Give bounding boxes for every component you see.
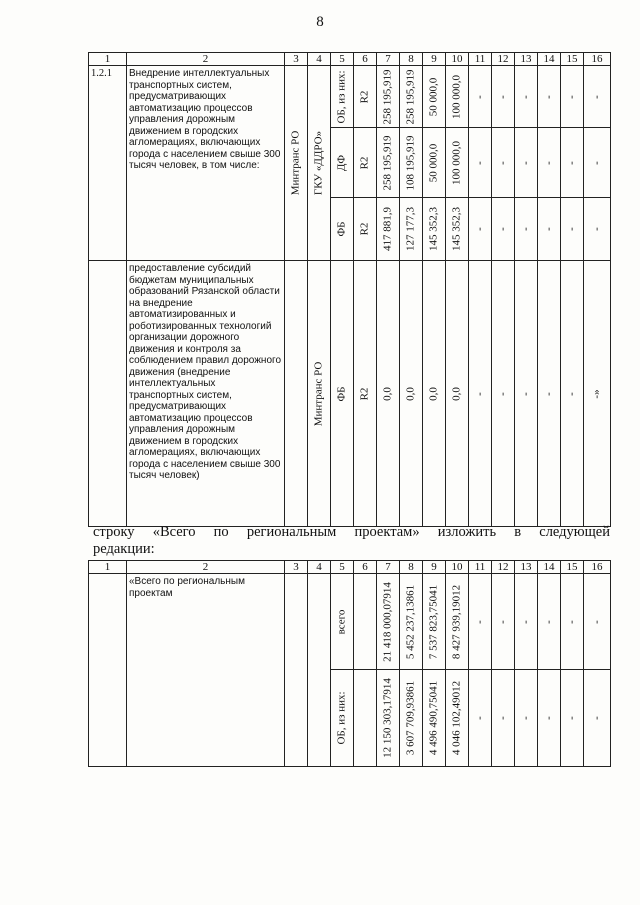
col-header: 14 (538, 561, 561, 574)
value-cell: - (561, 66, 584, 128)
value-cell: 0,0 (446, 261, 469, 527)
value-cell: 12 150 303,17914 (377, 670, 400, 767)
col-header: 1 (89, 561, 127, 574)
value-cell: 100 000,0 (446, 128, 469, 198)
value-cell: - (492, 261, 515, 527)
value-cell: 258 195,919 (377, 66, 400, 128)
source-cell: ФБ (331, 198, 354, 261)
value-cell: 100 000,0 (446, 66, 469, 128)
source-cell: всего (331, 574, 354, 670)
value-cell: - (469, 261, 492, 527)
value-cell: - (515, 261, 538, 527)
source-cell: ОБ, из них: (331, 670, 354, 767)
col-header: 10 (446, 53, 469, 66)
value-cell: - (469, 198, 492, 261)
value-cell: - (492, 670, 515, 767)
value-cell: 8 427 939,19012 (446, 574, 469, 670)
col-header: 4 (308, 561, 331, 574)
code-cell (354, 574, 377, 670)
value-cell: - (492, 198, 515, 261)
col-header: 2 (127, 53, 285, 66)
participant-cell: Минтранс РО (308, 261, 331, 527)
value-cell: 0,0 (377, 261, 400, 527)
col-header: 15 (561, 561, 584, 574)
row-title: предоставление субсидий бюджетам муниципальных образований Рязанской области на внедрение автоматизированных и роботизированных технологий организации дорожного движения и контроля за соблюдением правил дорожного движения (внедрение интеллектуальных транспортных систем, предусматривающих автоматизацию процессов управления дорожным движением в городских агломерациях, включающих города с населением свыше 300 тысяч человек) (127, 261, 285, 527)
value-cell: - (469, 574, 492, 670)
col-header: 7 (377, 53, 400, 66)
value-cell: 0,0 (400, 261, 423, 527)
source-cell: ФБ (331, 261, 354, 527)
col-header: 8 (400, 53, 423, 66)
value-cell: 4 046 102,49012 (446, 670, 469, 767)
col-header: 11 (469, 561, 492, 574)
executor-cell (285, 574, 308, 767)
col-header: 5 (331, 53, 354, 66)
value-cell: - (515, 66, 538, 128)
col-header: 8 (400, 561, 423, 574)
value-cell: - (492, 66, 515, 128)
code-cell (354, 670, 377, 767)
value-cell: - (584, 66, 611, 128)
code-cell: R2 (354, 198, 377, 261)
value-cell: - (538, 574, 561, 670)
value-cell: - (561, 198, 584, 261)
col-header: 15 (561, 53, 584, 66)
value-cell: - (492, 574, 515, 670)
col-header: 3 (285, 561, 308, 574)
col-header: 6 (354, 561, 377, 574)
value-cell: 7 537 823,75041 (423, 574, 446, 670)
value-cell: - (515, 128, 538, 198)
page-number: 8 (316, 14, 324, 30)
col-header: 6 (354, 53, 377, 66)
col-header: 14 (538, 53, 561, 66)
header-row (89, 53, 611, 66)
value-cell: - (584, 198, 611, 261)
col-header: 13 (515, 53, 538, 66)
paragraph-line-1: строку «Всего по региональным проектам» изложить в следующей (93, 524, 610, 540)
value-cell: - (515, 670, 538, 767)
col-header: 9 (423, 561, 446, 574)
row-code (89, 574, 127, 767)
value-cell: 127 177,3 (400, 198, 423, 261)
source-cell: ОБ, из них: (331, 66, 354, 128)
value-cell: - (538, 198, 561, 261)
table-row (89, 66, 611, 128)
col-header: 16 (584, 53, 611, 66)
value-cell: 21 418 000,07914 (377, 574, 400, 670)
col-header: 12 (492, 561, 515, 574)
executor-cell (285, 261, 308, 527)
value-cell: 3 607 709,93861 (400, 670, 423, 767)
value-cell: - (584, 670, 611, 767)
value-cell: 0,0 (423, 261, 446, 527)
totals-table (88, 560, 611, 767)
value-cell: 145 352,3 (446, 198, 469, 261)
value-cell: - (492, 128, 515, 198)
col-header: 7 (377, 561, 400, 574)
value-cell: - (515, 574, 538, 670)
value-cell: - (561, 670, 584, 767)
value-cell: 258 195,919 (400, 66, 423, 128)
row-title: «Всего по региональным проектам (127, 574, 285, 767)
value-cell: - (538, 670, 561, 767)
col-header: 4 (308, 53, 331, 66)
value-cell: -» (584, 261, 611, 527)
col-header: 5 (331, 561, 354, 574)
executor-cell: Минтранс РО (285, 66, 308, 261)
value-cell: - (538, 66, 561, 128)
value-cell: 417 881,9 (377, 198, 400, 261)
main-table (88, 52, 611, 527)
col-header: 11 (469, 53, 492, 66)
col-header: 3 (285, 53, 308, 66)
col-header: 1 (89, 53, 127, 66)
value-cell: 145 352,3 (423, 198, 446, 261)
paragraph-line-2: редакции: (93, 541, 155, 557)
col-header: 10 (446, 561, 469, 574)
value-cell: - (538, 261, 561, 527)
value-cell: - (538, 128, 561, 198)
row-title: Внедрение интеллектуальных транспортных систем, предусматривающих автоматизацию процессов управления дорожным движением в городских агломерациях, включающих города с населением свыше 300 тысяч человек, в том числе: (127, 66, 285, 261)
row-code (89, 261, 127, 527)
table-row (89, 261, 611, 527)
participant-cell (308, 574, 331, 767)
row-code: 1.2.1 (89, 66, 127, 261)
code-cell: R2 (354, 66, 377, 128)
value-cell: - (561, 574, 584, 670)
value-cell: - (515, 198, 538, 261)
header-row (89, 561, 611, 574)
col-header: 16 (584, 561, 611, 574)
value-cell: - (584, 574, 611, 670)
table-row (89, 574, 611, 670)
value-cell: - (561, 128, 584, 198)
col-header: 2 (127, 561, 285, 574)
value-cell: - (469, 66, 492, 128)
value-cell: 4 496 490,75041 (423, 670, 446, 767)
value-cell: 50 000,0 (423, 128, 446, 198)
value-cell: - (469, 128, 492, 198)
value-cell: 50 000,0 (423, 66, 446, 128)
col-header: 13 (515, 561, 538, 574)
value-cell: - (469, 670, 492, 767)
code-cell: R2 (354, 261, 377, 527)
source-cell: ДФ (331, 128, 354, 198)
col-header: 9 (423, 53, 446, 66)
value-cell: - (584, 128, 611, 198)
col-header: 12 (492, 53, 515, 66)
value-cell: - (561, 261, 584, 527)
value-cell: 258 195,919 (377, 128, 400, 198)
value-cell: 5 452 237,13861 (400, 574, 423, 670)
value-cell: 108 195,919 (400, 128, 423, 198)
code-cell: R2 (354, 128, 377, 198)
participant-cell: ГКУ «ДДРО» (308, 66, 331, 261)
